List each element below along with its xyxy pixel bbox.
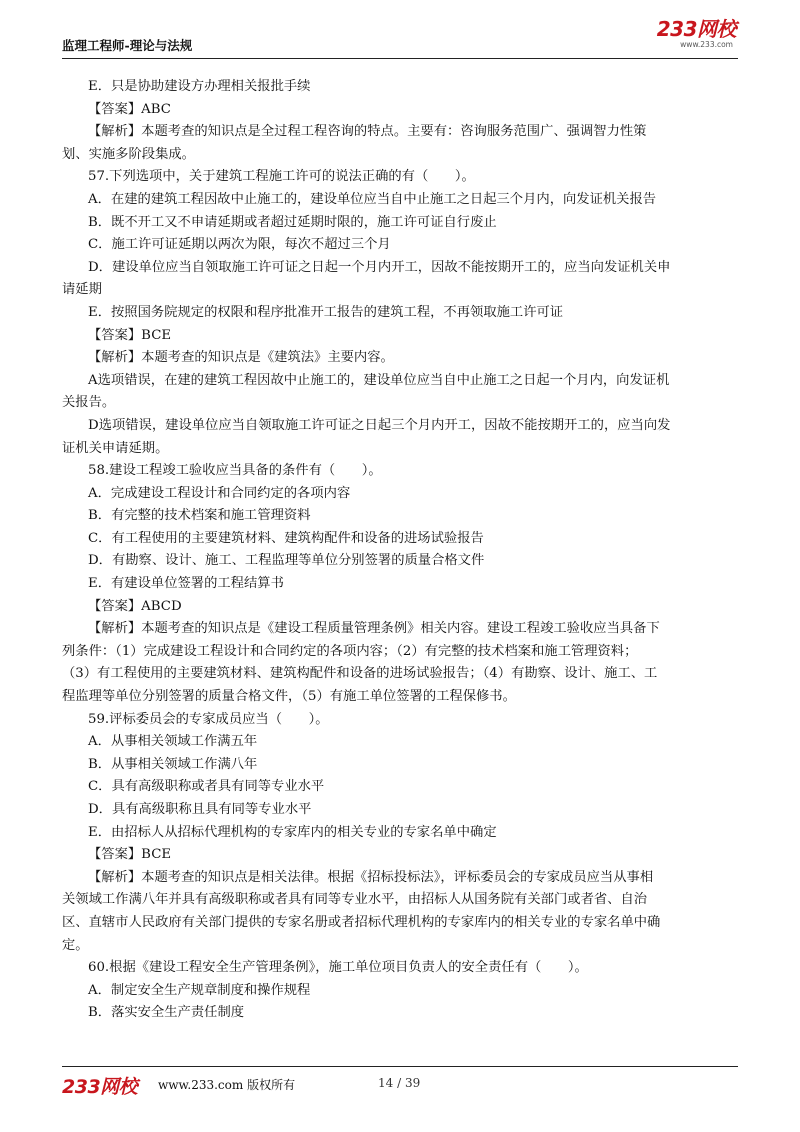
text-line: E．只是协助建设方办理相关报批手续 (88, 79, 311, 94)
footer-logo: 233网校 (62, 1076, 138, 1098)
text-line: 【答案】ABC (88, 101, 171, 117)
text-line: B．有完整的技术档案和施工管理资料 (88, 508, 311, 524)
text-line: 【答案】ABCD (88, 598, 182, 614)
text-line: 【解析】本题考查的知识点是全过程工程咨询的特点。主要有：咨询服务范围广、强调智力性策 (88, 124, 647, 140)
text-line: D．具有高级职称且具有同等专业水平 (88, 802, 312, 817)
text-line: C．施工许可证延期以两次为限，每次不超过三个月 (88, 237, 391, 253)
text-line: 【答案】BCE (88, 327, 172, 343)
page-number: 14 / 39 (378, 1076, 421, 1090)
text-line: E．按照国务院规定的权限和程序批准开工报告的建筑工程，不再领取施工许可证 (88, 304, 564, 320)
text-line: B．从事相关领域工作满八年 (88, 756, 258, 772)
text-line: 列条件：（1）完成建设工程设计和合同约定的各项内容；（2）有完整的技术档案和施工管理资料； (62, 643, 638, 659)
text-line: D选项错误，建设单位应当自领取施工许可证之日起三个月内开工，因故不能按期开工的，应当向发 (88, 417, 671, 433)
text-line: 关报告。 (62, 395, 116, 411)
text-line: 请延期 (62, 282, 102, 298)
brand-logo-text: 233网校 (656, 17, 736, 41)
text-line: E．有建设单位签署的工程结算书 (88, 576, 284, 592)
text-line: 区、直辖市人民政府有关部门提供的专家名册或者招标代理机构的专家库内的相关专业的专家名单中确 (62, 914, 661, 930)
text-line: C．有工程使用的主要建筑材料、建筑构配件和设备的进场试验报告 (88, 530, 484, 546)
text-line: B．落实安全生产责任制度 (88, 1005, 245, 1021)
text-line: B．既不开工又不申请延期或者超过延期时限的，施工许可证自行废止 (88, 214, 497, 230)
text-line: D．有勘察、设计、施工、工程监理等单位分别签署的质量合格文件 (88, 553, 485, 569)
text-line: 划、实施多阶段集成。 (62, 146, 195, 162)
text-line: E．由招标人从招标代理机构的专家库内的相关专业的专家名单中确定 (88, 824, 497, 840)
text-line: A选项错误，在建的建筑工程因故中止施工的，建设单位应当自中止施工之日起一个月内，向发证机 (88, 372, 670, 388)
text-line: 关领域工作满八年并具有高级职称或者具有同等专业水平，由招标人从国务院有关部门或者省、自治 (62, 892, 648, 908)
text-line: A．从事相关领域工作满五年 (88, 734, 258, 750)
text-line: 58.建设工程竣工验收应当具备的条件有（ ）。 (88, 463, 382, 479)
text-line: 【解析】本题考查的知识点是《建筑法》主要内容。 (88, 350, 394, 366)
text-line: 程监理等单位分别签署的质量合格文件，（5）有施工单位签署的工程保修书。 (62, 689, 516, 705)
text-line: A．在建的建筑工程因故中止施工的，建设单位应当自中止施工之日起三个月内，向发证机关报告 (88, 191, 657, 207)
text-line: A．完成建设工程设计和合同约定的各项内容 (88, 485, 351, 501)
page-header (62, 18, 738, 62)
brand-logo (657, 18, 736, 49)
document-body (62, 76, 738, 1025)
text-line: 【解析】本题考查的知识点是相关法律。根据《招标投标法》，评标委员会的专家成员应当从事相 (88, 869, 654, 885)
footer-divider (62, 1066, 738, 1067)
text-line: 【解析】本题考查的知识点是《建设工程质量管理条例》相关内容。建设工程竣工验收应当具备下 (88, 621, 660, 637)
text-line: A．制定安全生产规章制度和操作规程 (88, 982, 311, 998)
text-line: 【答案】BCE (88, 847, 172, 863)
header-divider (62, 58, 738, 59)
text-line: 60.根据《建设工程安全生产管理条例》，施工单位项目负责人的安全责任有（ ）。 (88, 960, 588, 976)
text-line: （3）有工程使用的主要建筑材料、建筑构配件和设备的进场试验报告；（4）有勘察、设计、施工、工 (62, 666, 658, 682)
page-footer (62, 1072, 738, 1098)
document-title: 监理工程师-理论与法规 (62, 38, 193, 53)
text-line: C．具有高级职称或者具有同等专业水平 (88, 779, 325, 795)
brand-logo-url: www.233.com (680, 40, 733, 49)
text-line: D．建设单位应当自领取施工许可证之日起一个月内开工，因故不能按期开工的，应当向发证机关申 (88, 259, 671, 275)
text-line: 定。 (62, 937, 89, 953)
text-line: 57.下列选项中，关于建筑工程施工许可的说法正确的有（ ）。 (88, 169, 475, 185)
footer-copyright: www.233.com 版权所有 (158, 1078, 296, 1092)
text-line: 59.评标委员会的专家成员应当（ ）。 (88, 711, 329, 727)
text-line: 证机关申请延期。 (62, 440, 169, 456)
